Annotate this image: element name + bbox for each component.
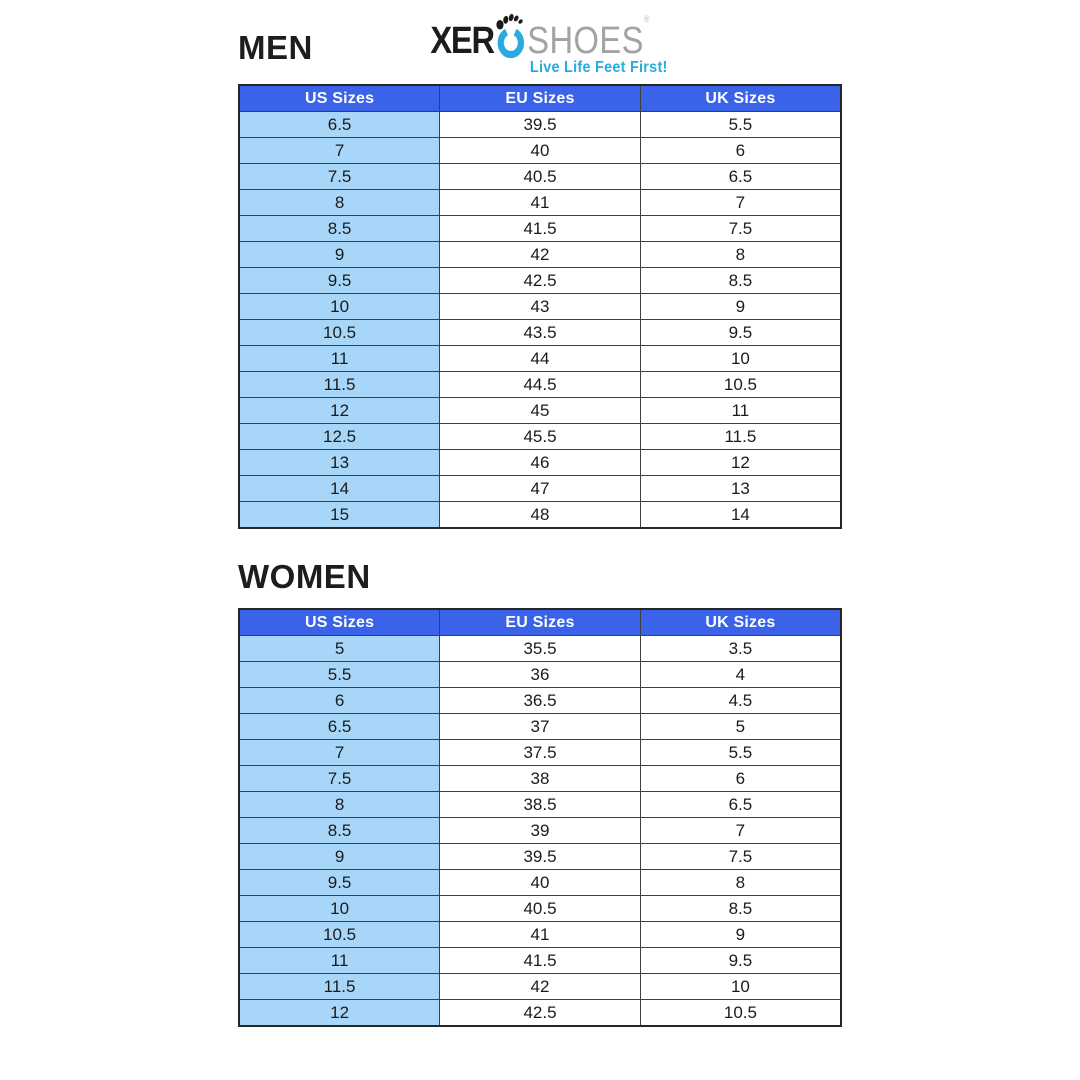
size-row [239, 922, 841, 948]
women-size-table [238, 608, 842, 1027]
us-size-cell: 6.5 [239, 714, 440, 740]
eu-size-cell: 36.5 [440, 688, 641, 714]
uk-size-cell: 10 [640, 974, 841, 1000]
logo-text-xer: XER [430, 20, 494, 62]
size-row [239, 320, 841, 346]
size-row [239, 688, 841, 714]
size-row [239, 242, 841, 268]
us-size-cell: 8.5 [239, 216, 440, 242]
uk-size-cell: 5.5 [640, 112, 841, 138]
us-size-cell: 10.5 [239, 320, 440, 346]
logo-text-shoes: SHOES [527, 20, 644, 62]
size-row [239, 1000, 841, 1027]
uk-size-cell: 9 [640, 922, 841, 948]
eu-size-cell: 38.5 [440, 792, 641, 818]
uk-size-cell: 7 [640, 190, 841, 216]
eu-size-cell: 45.5 [440, 424, 641, 450]
uk-size-cell: 8 [640, 870, 841, 896]
us-size-cell: 14 [239, 476, 440, 502]
eu-size-cell: 41.5 [440, 948, 641, 974]
uk-size-cell: 11 [640, 398, 841, 424]
us-size-cell: 9.5 [239, 268, 440, 294]
size-row [239, 424, 841, 450]
us-size-cell: 9 [239, 844, 440, 870]
eu-size-cell: 41.5 [440, 216, 641, 242]
eu-sizes-header-cell: EU Sizes [440, 85, 641, 112]
eu-size-cell: 36 [440, 662, 641, 688]
us-size-cell: 7.5 [239, 164, 440, 190]
table-header-row [239, 609, 841, 636]
uk-size-cell: 10 [640, 346, 841, 372]
eu-size-cell: 45 [440, 398, 641, 424]
us-size-cell: 8 [239, 792, 440, 818]
uk-size-cell: 8.5 [640, 896, 841, 922]
eu-sizes-header-cell: EU Sizes [440, 609, 641, 636]
size-row [239, 792, 841, 818]
size-row [239, 372, 841, 398]
us-size-cell: 15 [239, 502, 440, 529]
eu-size-cell: 43.5 [440, 320, 641, 346]
us-size-cell: 11 [239, 346, 440, 372]
eu-size-cell: 44 [440, 346, 641, 372]
uk-size-cell: 11.5 [640, 424, 841, 450]
women-section-heading: WOMEN [238, 558, 371, 595]
eu-size-cell: 37 [440, 714, 641, 740]
size-row [239, 294, 841, 320]
eu-size-cell: 39.5 [440, 112, 641, 138]
size-row [239, 636, 841, 662]
us-size-cell: 7 [239, 138, 440, 164]
eu-size-cell: 44.5 [440, 372, 641, 398]
us-size-cell: 7.5 [239, 766, 440, 792]
header-area [238, 0, 842, 84]
us-size-cell: 9 [239, 242, 440, 268]
us-size-cell: 13 [239, 450, 440, 476]
uk-sizes-header-cell: UK Sizes [640, 609, 841, 636]
eu-size-cell: 42 [440, 242, 641, 268]
uk-size-cell: 9.5 [640, 948, 841, 974]
eu-size-cell: 47 [440, 476, 641, 502]
us-size-cell: 12 [239, 398, 440, 424]
uk-size-cell: 9 [640, 294, 841, 320]
us-size-cell: 11 [239, 948, 440, 974]
eu-size-cell: 40 [440, 870, 641, 896]
us-size-cell: 8 [239, 190, 440, 216]
us-size-cell: 8.5 [239, 818, 440, 844]
brand-logo-wordmark [430, 13, 649, 60]
eu-size-cell: 40.5 [440, 896, 641, 922]
us-size-cell: 10 [239, 896, 440, 922]
size-row [239, 948, 841, 974]
size-row [239, 502, 841, 529]
us-size-cell: 10 [239, 294, 440, 320]
us-size-cell: 11.5 [239, 974, 440, 1000]
table-header-row [239, 85, 841, 112]
size-row [239, 190, 841, 216]
brand-logo [413, 13, 668, 77]
us-size-cell: 12.5 [239, 424, 440, 450]
uk-size-cell: 4.5 [640, 688, 841, 714]
uk-size-cell: 5.5 [640, 740, 841, 766]
us-size-cell: 11.5 [239, 372, 440, 398]
size-row [239, 766, 841, 792]
uk-size-cell: 4 [640, 662, 841, 688]
content-column [238, 0, 842, 1027]
size-row [239, 138, 841, 164]
uk-size-cell: 5 [640, 714, 841, 740]
size-row [239, 398, 841, 424]
men-size-table [238, 84, 842, 529]
us-size-cell: 9.5 [239, 870, 440, 896]
size-row [239, 870, 841, 896]
uk-size-cell: 7 [640, 818, 841, 844]
us-size-cell: 7 [239, 740, 440, 766]
eu-size-cell: 37.5 [440, 740, 641, 766]
size-row [239, 740, 841, 766]
uk-size-cell: 12 [640, 450, 841, 476]
us-size-cell: 10.5 [239, 922, 440, 948]
registered-trademark-mark: ® [643, 14, 650, 24]
women-table-body [239, 636, 841, 1027]
foot-print-o-icon [495, 13, 527, 60]
eu-size-cell: 48 [440, 502, 641, 529]
us-size-cell: 12 [239, 1000, 440, 1027]
uk-size-cell: 8 [640, 242, 841, 268]
eu-size-cell: 41 [440, 190, 641, 216]
us-sizes-header-cell: US Sizes [239, 609, 440, 636]
us-size-cell: 6 [239, 688, 440, 714]
eu-size-cell: 42.5 [440, 1000, 641, 1027]
men-section-heading: MEN [238, 29, 313, 66]
us-size-cell: 5 [239, 636, 440, 662]
eu-size-cell: 42 [440, 974, 641, 1000]
size-row [239, 818, 841, 844]
size-row [239, 714, 841, 740]
uk-size-cell: 3.5 [640, 636, 841, 662]
eu-size-cell: 41 [440, 922, 641, 948]
uk-size-cell: 10.5 [640, 372, 841, 398]
uk-size-cell: 7.5 [640, 844, 841, 870]
uk-size-cell: 9.5 [640, 320, 841, 346]
eu-size-cell: 43 [440, 294, 641, 320]
size-row [239, 844, 841, 870]
eu-size-cell: 35.5 [440, 636, 641, 662]
eu-size-cell: 40.5 [440, 164, 641, 190]
size-row [239, 164, 841, 190]
us-size-cell: 5.5 [239, 662, 440, 688]
size-row [239, 476, 841, 502]
uk-size-cell: 8.5 [640, 268, 841, 294]
eu-size-cell: 39 [440, 818, 641, 844]
uk-size-cell: 6 [640, 138, 841, 164]
eu-size-cell: 42.5 [440, 268, 641, 294]
logo-tagline: Live Life Feet First! [529, 59, 668, 76]
size-row [239, 216, 841, 242]
uk-size-cell: 6 [640, 766, 841, 792]
uk-size-cell: 10.5 [640, 1000, 841, 1027]
men-table-body [239, 112, 841, 529]
size-row [239, 974, 841, 1000]
size-row [239, 346, 841, 372]
size-row [239, 450, 841, 476]
us-sizes-header-cell: US Sizes [239, 85, 440, 112]
eu-size-cell: 40 [440, 138, 641, 164]
size-row [239, 112, 841, 138]
uk-size-cell: 6.5 [640, 164, 841, 190]
eu-size-cell: 46 [440, 450, 641, 476]
uk-size-cell: 13 [640, 476, 841, 502]
uk-size-cell: 6.5 [640, 792, 841, 818]
uk-size-cell: 14 [640, 502, 841, 529]
us-size-cell: 6.5 [239, 112, 440, 138]
eu-size-cell: 38 [440, 766, 641, 792]
eu-size-cell: 39.5 [440, 844, 641, 870]
uk-size-cell: 7.5 [640, 216, 841, 242]
size-row [239, 662, 841, 688]
uk-sizes-header-cell: UK Sizes [640, 85, 841, 112]
size-row [239, 896, 841, 922]
size-row [239, 268, 841, 294]
